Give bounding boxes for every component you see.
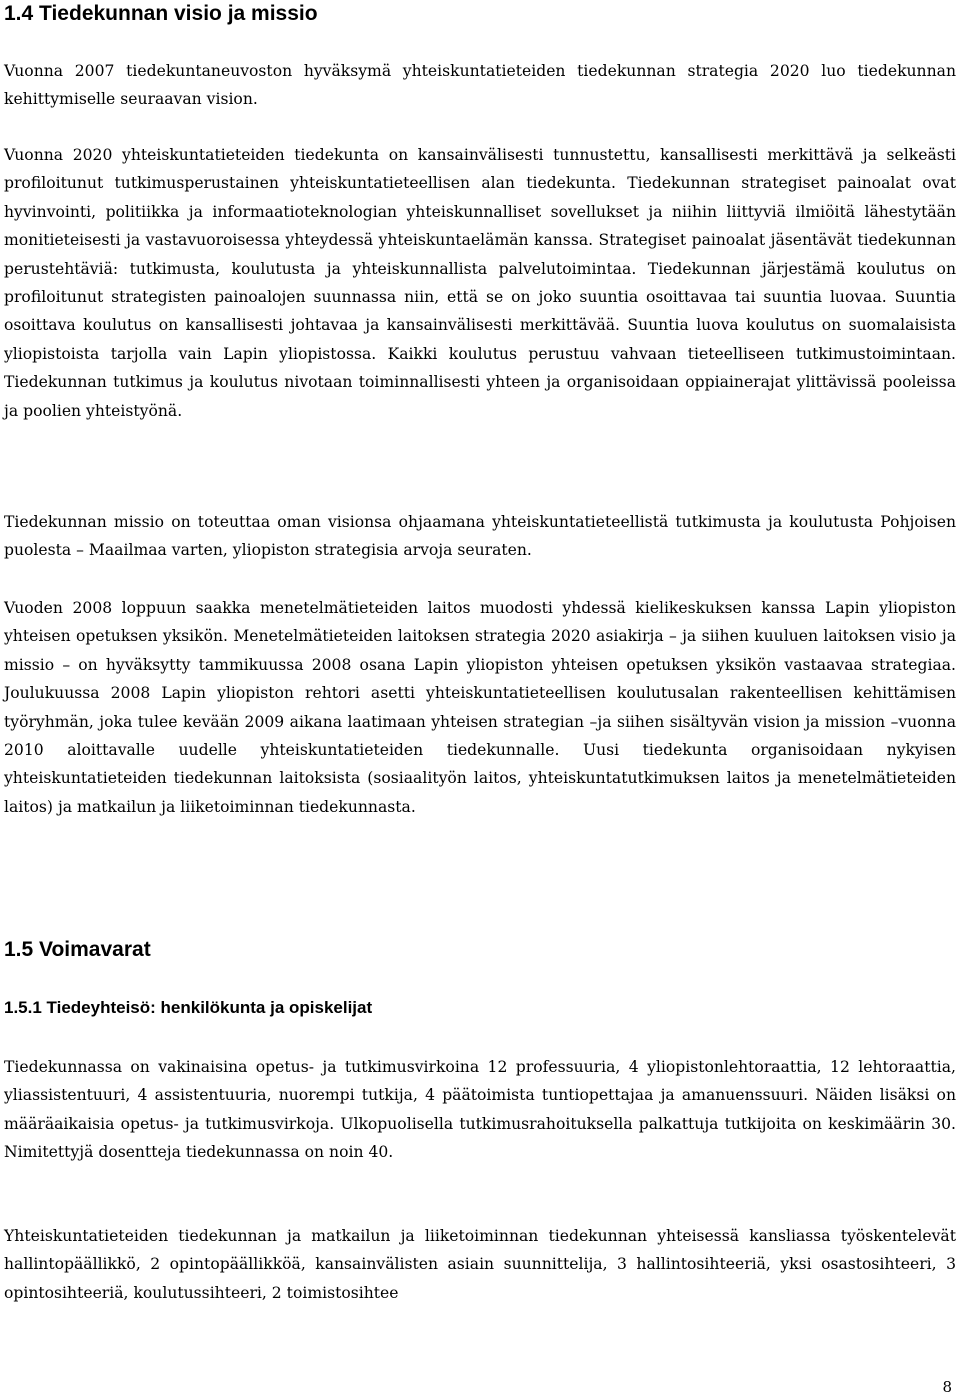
page-number: 8: [942, 1378, 952, 1396]
paragraph-mission: Tiedekunnan missio on toteuttaa oman visionsa ohjaamana yhteiskuntatieteellistä tutkimusta ja koulutusta Pohjoisen puolesta – Maailmaa varten, yliopiston strategisia arvoja seuraten.: [4, 513, 956, 560]
section-heading-resources: 1.5 Voimavarat: [4, 938, 151, 961]
paragraph-positions: Tiedekunnassa on vakinaisina opetus- ja tutkimusvirkoina 12 professuuria, 4 yliopistonlehtoraattia, 12 lehtoraattia, yliassistentuuri, 4 assistentuuria, nuorempi tutkija, 4 päätoimista tuntiopettajaa ja amanuenssuuri. Näiden lisäksi on määräaikaisia opetus- ja tutkimusvirkoja. Ulkopuolisella tutkimusrahoituksella palkattuja tutkijoita on keskimäärin 30. Nimitettyjä dosentteja tiedekunnassa on noin 40.: [4, 1058, 956, 1162]
paragraph-vision: Vuonna 2020 yhteiskuntatieteiden tiedekunta on kansainvälisesti tunnustettu, kansallisesti merkittävä ja selkeästi profiloitunut tutkimusperustainen yhteiskuntatieteellisen alan tiedekunta. Tiedekunnan strategiset painoalat ovat hyvinvointi, politiikka ja informaatioteknologian yhteiskunnalliset sovellukset ja niihin liittyviä ilmiöitä lähestytään monitieteisesti ja vastavuoroisessa yhteydessä yhteiskuntaelämän kanssa. Strategiset painoalat jäsentävät tiedekunnan perustehtäviä: tutkimusta, koulutusta ja yhteiskunnallista palvelutoimintaa. Tiedekunnan järjestämä koulutus on profiloitunut strategisten painoalojen suunnassa niin, että se on joko suuntia osoittavaa tai suuntia luovaa. Suuntia osoittava koulutus on kansallisesti johtavaa ja kansainvälisesti merkittävää. Suuntia luova koulutus on suomalaisista yliopistoista tarjolla vain Lapin yliopistossa. Kaikki koulutus perustuu vahvaan tieteelliseen tutkimustoimintaan. Tiedekunnan tutkimus ja koulutus nivotaan toiminnallisesti yhteen ja organisoidaan oppiainerajat ylittävissä pooleissa ja poolien yhteistyönä.: [4, 146, 956, 420]
paragraph-strategy-intro: Vuonna 2007 tiedekuntaneuvoston hyväksymä yhteiskuntatieteiden tiedekunnan strategia 2020 luo tiedekunnan kehittymiselle seuraavan vision.: [4, 62, 956, 109]
paragraph-methods-department: Vuoden 2008 loppuun saakka menetelmätieteiden laitos muodosti yhdessä kielikeskuksen kanssa Lapin yliopiston yhteisen opetuksen yksikön. Menetelmätieteiden laitoksen strategia 2020 asiakirja – ja siihen kuuluen laitoksen visio ja missio – on hyväksytty tammikuussa 2008 osana Lapin yliopiston yhteisen opetuksen yksikön vastaavaa strategiaa. Joulukuussa 2008 Lapin yliopiston rehtori asetti yhteiskuntatieteellisen koulutusalan rakenteellisen kehittämisen työryhmän, joka tulee kevään 2009 aikana laatimaan yhteisen strategian –ja siihen sisältyvän vision ja mission –vuonna 2010 aloittavalle uudelle yhteiskuntatieteiden tiedekunnalle. Uusi tiedekunta organisoidaan nykyisen yhteiskuntatieteiden tiedekunnan laitoksista (sosiaalityön laitos, yhteiskuntatutkimuksen laitos ja menetelmätieteiden laitos) ja matkailun ja liiketoiminnan tiedekunnasta.: [4, 599, 956, 816]
paragraph-administration: Yhteiskuntatieteiden tiedekunnan ja matkailun ja liiketoiminnan tiedekunnan yhteisessä kansliassa työskentelevät hallintopäällikkö, 2 opintopäällikköä, kansainvälisten asiain suunnittelija, 3 hallintosihteeriä, yksi osastosihteeri, 3 opintosihteeriä, koulutussihteeri, 2 toimistosihtee: [4, 1227, 956, 1302]
subsection-heading-staff: 1.5.1 Tiedeyhteisö: henkilökunta ja opiskelijat: [4, 998, 373, 1017]
section-heading-vision: 1.4 Tiedekunnan visio ja missio: [4, 2, 318, 25]
